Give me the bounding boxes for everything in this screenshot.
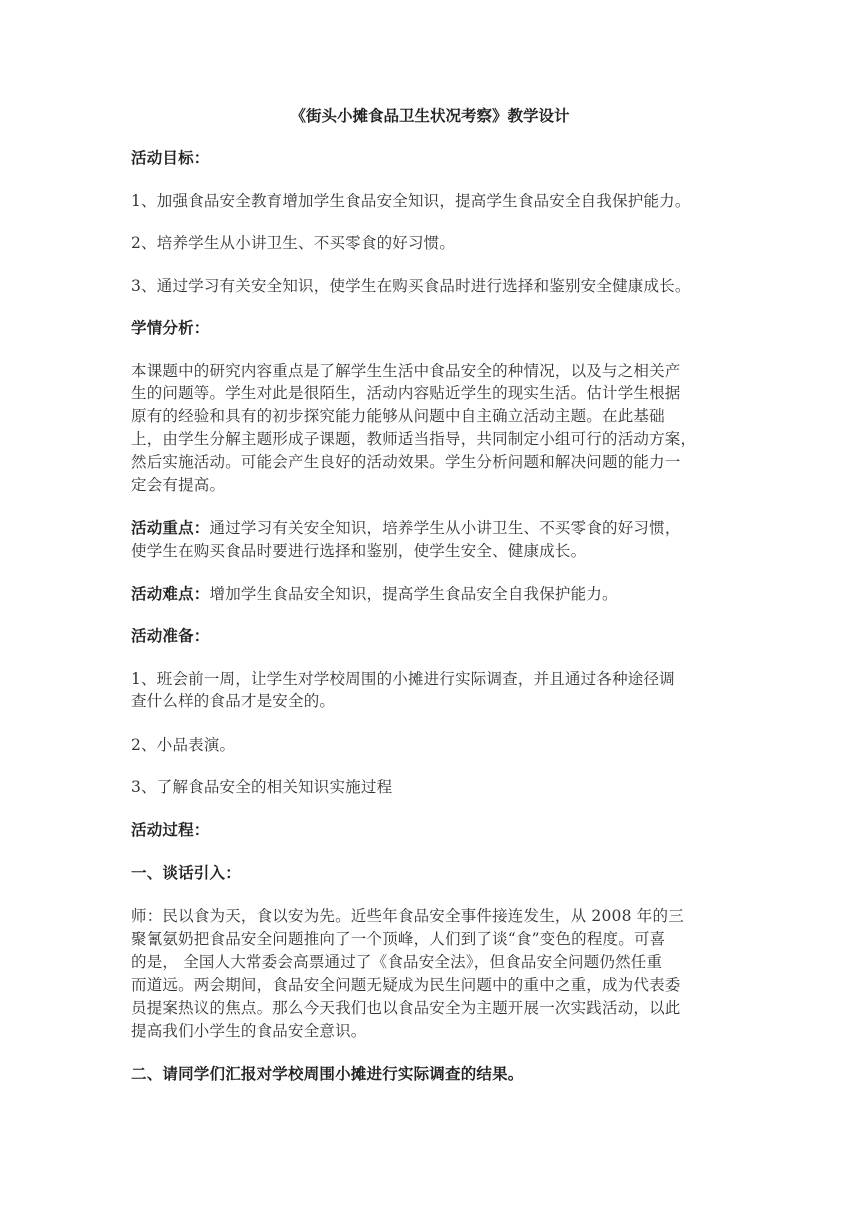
objective-item: 3、通过学习有关安全知识，使学生在购买食品时进行选择和鉴别安全健康成长。 <box>131 277 691 295</box>
intro-line: 员提案热议的焦点。那么今天我们也以食品安全为主题开展一次实践活动，以此 <box>131 999 681 1017</box>
intro-line: 提高我们小学生的食品安全意识。 <box>131 1022 367 1040</box>
preparation-item: 1、班会前一周，让学生对学校周围的小摊进行实际调查，并且通过各种途径调 <box>131 670 675 688</box>
objective-item: 1、加强食品安全教育增加学生食品安全知识，提高学生食品安全自我保护能力。 <box>131 192 691 210</box>
key-points-line <box>131 516 681 540</box>
preparation-item: 2、小品表演。 <box>131 736 236 754</box>
analysis-line: 定会有提高。 <box>131 476 226 494</box>
analysis-line: 然后实施活动。可能会产生良好的活动效果。学生分析问题和解决问题的能力一 <box>131 453 681 471</box>
intro-line: 师：民以食为天，食以安为先。近些年食品安全事件接连发生，从 2008 年的三 <box>131 907 684 925</box>
section-heading: 一、谈话引入： <box>131 864 241 882</box>
difficulty-text: 增加学生食品安全知识，提高学生食品安全自我保护能力。 <box>209 585 618 603</box>
intro-line: 聚氰氨奶把食品安全问题推向了一个顶峰，人们到了谈“食”变色的程度。可喜 <box>131 930 666 948</box>
analysis-line: 生的问题等。学生对此是很陌生，活动内容贴近学生的现实生活。估计学生根据 <box>131 384 681 402</box>
objective-item: 2、培养学生从小讲卫生、不买零食的好习惯。 <box>131 234 456 252</box>
document-title: 《街头小摊食品卫生状况考察》教学设计 <box>290 107 570 125</box>
section-heading: 二、请同学们汇报对学校周围小摊进行实际调查的结果。 <box>131 1065 524 1083</box>
intro-line: 而道远。两会期间，食品安全问题无疑成为民生问题中的重中之重，成为代表委 <box>131 976 681 994</box>
preparation-item: 查什么样的食品才是安全的。 <box>131 692 336 710</box>
preparation-heading: 活动准备： <box>131 627 210 645</box>
analysis-line: 本课题中的研究内容重点是了解学生生活中食品安全的种情况，以及与之相关产 <box>131 362 681 380</box>
key-points-label: 活动重点： <box>131 519 210 537</box>
key-points-line: 使学生在购买食品时要进行选择和鉴别，使学生安全、健康成长。 <box>131 542 587 560</box>
analysis-heading: 学情分析： <box>131 319 210 337</box>
difficulty-label: 活动难点： <box>131 585 210 603</box>
analysis-line: 上，由学生分解主题形成子课题，教师适当指导，共同制定小组可行的活动方案， <box>131 430 697 448</box>
key-points-text: 通过学习有关安全知识，培养学生从小讲卫生、不买零食的好习惯， <box>209 519 681 537</box>
preparation-item: 3、了解食品安全的相关知识实施过程 <box>131 778 393 796</box>
intro-line: 的是， 全国人大常委会高票通过了《食品安全法》，但食品安全问题仍然任重 <box>131 953 663 971</box>
process-heading: 活动过程： <box>131 821 210 839</box>
analysis-line: 原有的经验和具有的初步探究能力能够从问题中自主确立活动主题。在此基础 <box>131 407 665 425</box>
objectives-heading: 活动目标： <box>131 149 210 167</box>
difficulty-line <box>131 582 618 606</box>
